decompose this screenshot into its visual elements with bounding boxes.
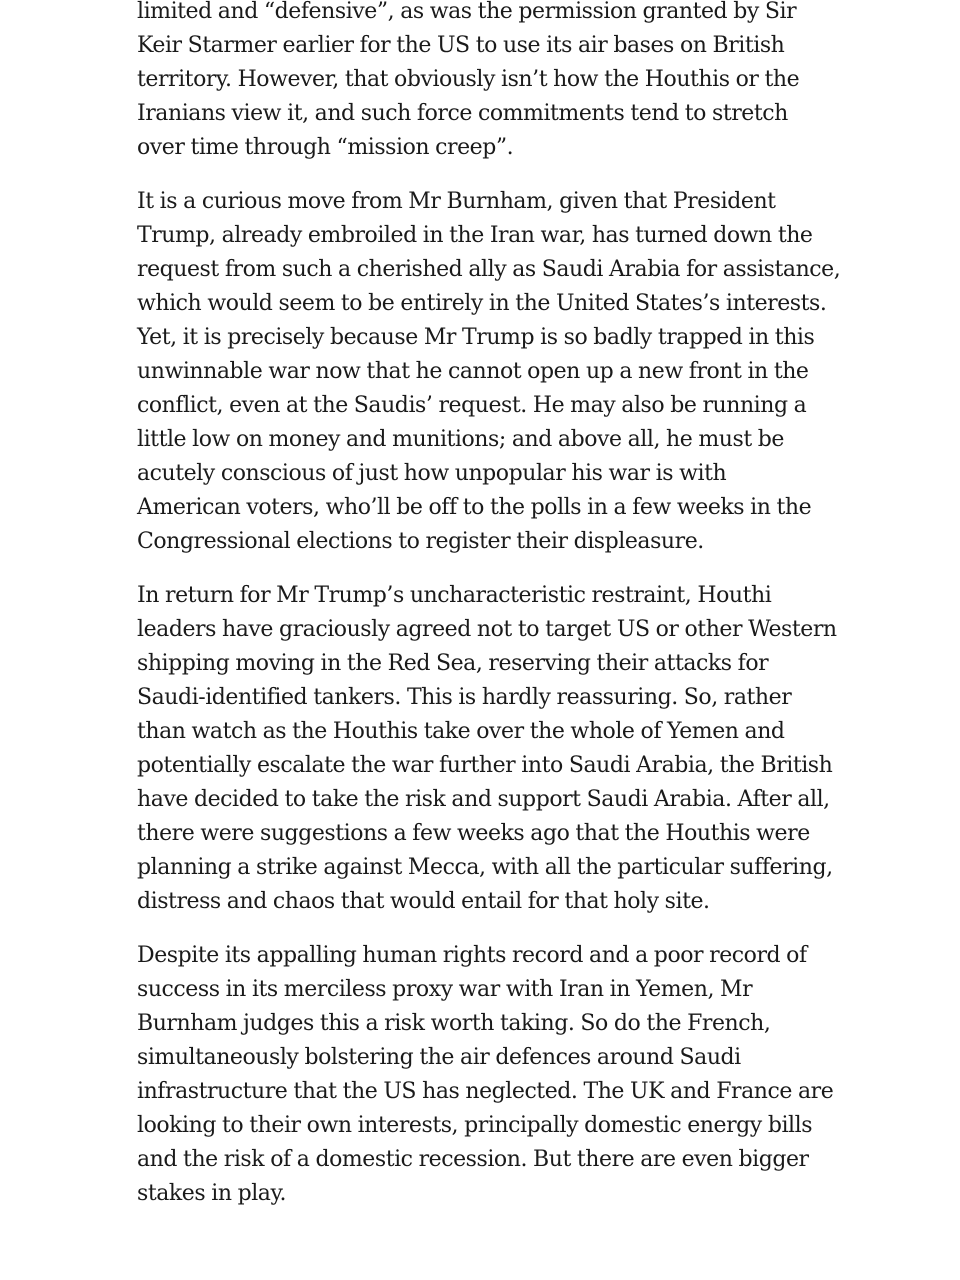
paragraph-line: Burnham judges this a risk worth taking. So do the French,	[137, 1011, 771, 1036]
paragraph-line: leaders have graciously agreed not to target US or other Western	[137, 617, 837, 642]
paragraph-line: It is a curious move from Mr Burnham, given that President	[137, 189, 776, 214]
paragraph-line: unwinnable war now that he cannot open up a new front in the	[137, 359, 809, 384]
paragraph-line: success in its merciless proxy war with Iran in Yemen, Mr	[137, 977, 753, 1002]
paragraph-1	[137, 0, 837, 165]
paragraph-line: acutely conscious of just how unpopular his war is with	[137, 461, 727, 486]
paragraph-line: Keir Starmer earlier for the US to use its air bases on British	[137, 33, 785, 58]
paragraph-line: infrastructure that the US has neglected. The UK and France are	[137, 1079, 834, 1104]
paragraph-line: there were suggestions a few weeks ago that the Houthis were	[137, 821, 810, 846]
paragraph-line: which would seem to be entirely in the United States’s interests.	[137, 291, 827, 316]
paragraph-line: American voters, who’ll be off to the polls in a few weeks in the	[137, 495, 812, 520]
paragraph-line: request from such a cherished ally as Saudi Arabia for assistance,	[137, 257, 841, 282]
paragraph-2	[137, 185, 841, 559]
paragraph-3	[137, 579, 837, 919]
paragraph-line: Yet, it is precisely because Mr Trump is so badly trapped in this	[137, 325, 815, 350]
paragraph-line: Trump, already embroiled in the Iran war, has turned down the	[137, 223, 813, 248]
paragraph-line: conflict, even at the Saudis’ request. He may also be running a	[137, 393, 807, 418]
paragraph-line: have decided to take the risk and support Saudi Arabia. After all,	[137, 787, 830, 812]
paragraph-line: Saudi-identified tankers. This is hardly reassuring. So, rather	[137, 685, 792, 710]
paragraph-line: little low on money and munitions; and above all, he must be	[137, 427, 784, 452]
paragraph-line: Congressional elections to register their displeasure.	[137, 529, 704, 554]
paragraph-line: territory. However, that obviously isn’t how the Houthis or the	[137, 67, 800, 92]
paragraph-line: In return for Mr Trump’s uncharacteristic restraint, Houthi	[137, 583, 772, 608]
paragraph-line: shipping moving in the Red Sea, reserving their attacks for	[137, 651, 769, 676]
paragraph-line: Despite its appalling human rights record and a poor record of	[137, 943, 807, 968]
paragraph-line: planning a strike against Mecca, with all the particular suffering,	[137, 855, 833, 880]
article-body	[137, 0, 841, 1231]
paragraph-line: stakes in play.	[137, 1181, 287, 1206]
paragraph-line: Iranians view it, and such force commitments tend to stretch	[137, 101, 788, 126]
paragraph-line: over time through “mission creep”.	[137, 135, 514, 160]
paragraph-line: limited and “defensive”, as was the permission granted by Sir	[137, 0, 797, 24]
paragraph-line: than watch as the Houthis take over the whole of Yemen and	[137, 719, 785, 744]
paragraph-line: distress and chaos that would entail for that holy site.	[137, 889, 710, 914]
paragraph-line: looking to their own interests, principally domestic energy bills	[137, 1113, 813, 1138]
paragraph-line: simultaneously bolstering the air defences around Saudi	[137, 1045, 741, 1070]
paragraph-4	[137, 939, 837, 1211]
paragraph-line: and the risk of a domestic recession. But there are even bigger	[137, 1147, 809, 1172]
paragraph-line: potentially escalate the war further into Saudi Arabia, the British	[137, 753, 833, 778]
